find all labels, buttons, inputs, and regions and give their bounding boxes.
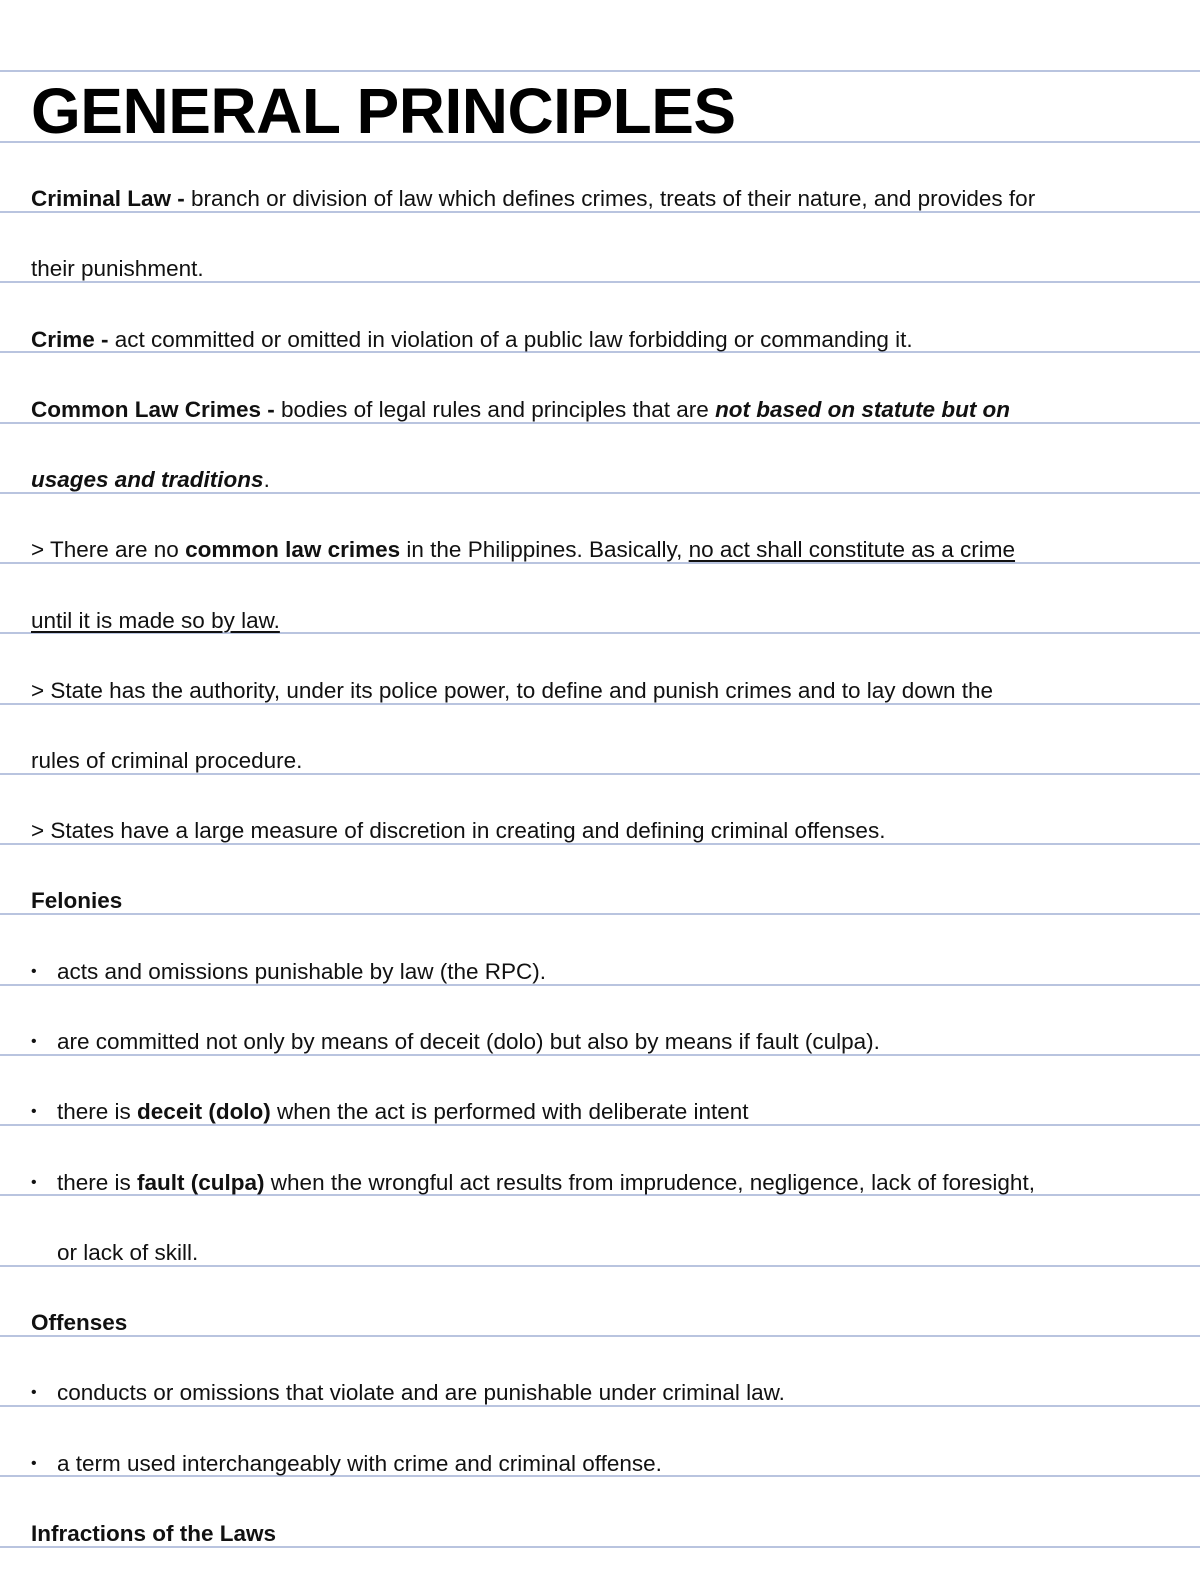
common-law-crimes-term: Common Law Crimes - (31, 397, 282, 422)
note1-underline-cont: until it is made so by law. (31, 608, 280, 633)
offenses-heading (31, 1308, 127, 1338)
felonies-item-4 (57, 1168, 1035, 1198)
felonies-item-3 (57, 1097, 749, 1127)
criminal-law-term: Criminal Law - (31, 186, 192, 211)
felonies-item-4-pre: there is (57, 1170, 138, 1195)
common-law-crimes-text: bodies of legal rules and principles that are (281, 397, 716, 422)
felonies-item-3-post: when the act is performed with deliberate intent (270, 1099, 749, 1124)
felonies-heading (31, 886, 122, 916)
felonies-item-4-cont: or lack of skill. (57, 1240, 199, 1265)
offenses-item-2: a term used interchangeably with crime and criminal offense. (57, 1451, 662, 1476)
crime-text: act committed or omitted in violation of a public law forbidding or commanding it. (114, 327, 913, 352)
note1-bold: common law crimes (185, 537, 401, 562)
note-no-common-law-crimes-cont (31, 606, 280, 636)
bullet-icon: • (31, 1033, 37, 1050)
felonies-item-4-post: when the wrongful act results from imprudence, negligence, lack of foresight, (264, 1170, 1035, 1195)
offenses-heading-text: Offenses (31, 1310, 128, 1335)
note1-pre: > There are no (31, 537, 186, 562)
note-no-common-law-crimes (31, 535, 1015, 565)
felonies-item-2: are committed not only by means of deceit (dolo) but also by means if fault (culpa). (57, 1029, 880, 1054)
bullet-icon: • (31, 1384, 37, 1401)
felonies-item-1: acts and omissions punishable by law (the RPC). (57, 959, 546, 984)
note1-mid: in the Philippines. Basically, (400, 537, 689, 562)
note-state-authority-cont: rules of criminal procedure. (31, 748, 303, 773)
page-title: GENERAL PRINCIPLES (31, 75, 736, 147)
common-law-crimes-definition-cont (31, 465, 270, 495)
note-state-discretion: > States have a large measure of discretion in creating and defining criminal offenses. (31, 818, 886, 843)
bullet-icon: • (31, 1455, 37, 1472)
felonies-item-3-pre: there is (57, 1099, 138, 1124)
infractions-heading-text: Infractions of the Laws (31, 1521, 277, 1546)
bullet-icon: • (31, 1174, 37, 1191)
offenses-item-1: conducts or omissions that violate and are punishable under criminal law. (57, 1380, 785, 1405)
bullet-icon: • (31, 963, 37, 980)
common-law-crimes-end: . (263, 467, 270, 492)
note1-underline: no act shall constitute as a crime (688, 537, 1016, 562)
bullet-icon: • (31, 1103, 37, 1120)
crime-term: Crime - (31, 327, 115, 352)
note-state-authority: > State has the authority, under its police power, to define and punish crimes and to lay down the (31, 678, 994, 703)
felonies-heading-text: Felonies (31, 888, 123, 913)
felonies-item-4-term: fault (culpa) (137, 1170, 265, 1195)
infractions-heading (31, 1519, 276, 1549)
criminal-law-definition (31, 184, 1035, 214)
felonies-item-3-term: deceit (dolo) (137, 1099, 271, 1124)
common-law-crimes-emphasis-cont: usages and traditions (31, 467, 264, 492)
common-law-crimes-emphasis: not based on statute but on (715, 397, 1011, 422)
crime-definition (31, 325, 913, 355)
common-law-crimes-definition (31, 395, 1010, 425)
criminal-law-text: branch or division of law which defines crimes, treats of their nature, and provides for (191, 186, 1036, 211)
criminal-law-definition-cont: their punishment. (31, 256, 204, 281)
